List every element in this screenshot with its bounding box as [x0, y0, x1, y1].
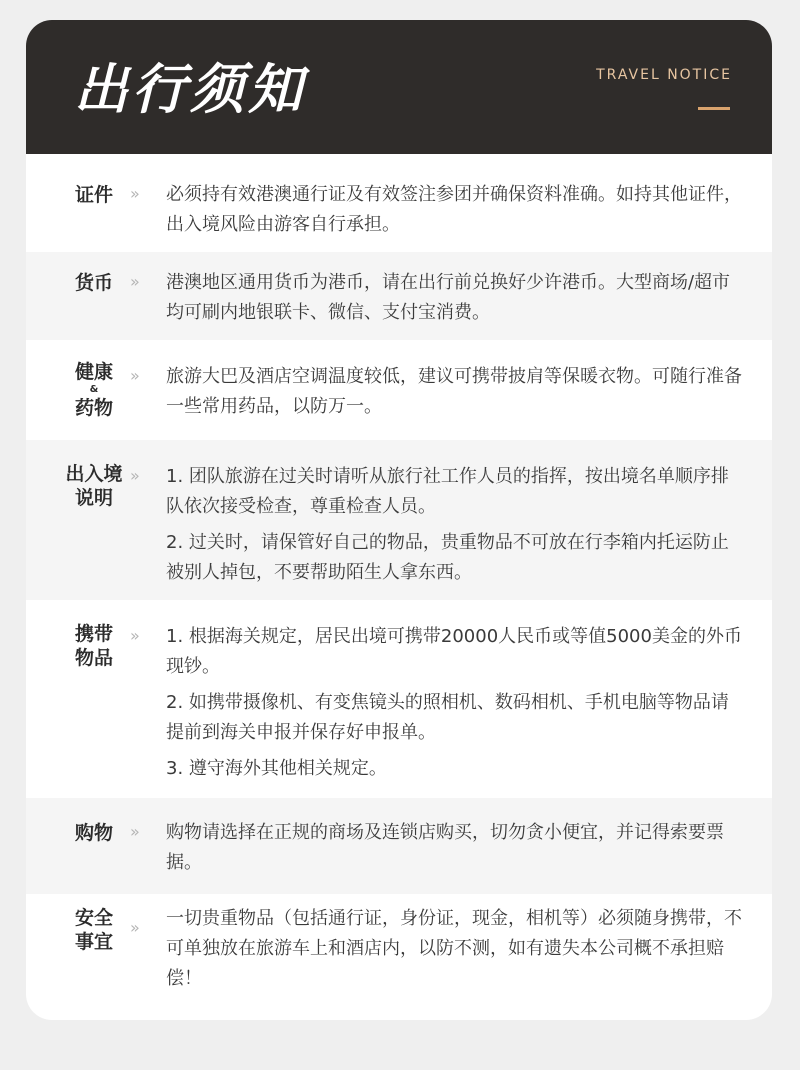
section-label: 证件 — [74, 184, 113, 206]
accent-divider — [698, 107, 730, 110]
section-currency — [26, 252, 772, 340]
section-border-crossing — [26, 440, 772, 600]
section-paragraph: 2. 如携带摄像机、有变焦镜头的照相机、数码相机、手机电脑等物品请提前到海关申报并保存好申报单。 — [166, 692, 729, 743]
section-label-bottom: 说明 — [74, 487, 113, 509]
section-label-top: 出入境 — [65, 463, 123, 485]
section-id-documents — [26, 154, 772, 252]
chevron-right-icon: » — [130, 184, 140, 203]
section-label: 货币 — [74, 272, 113, 294]
section-paragraph: 购物请选择在正规的商场及连锁店购买，切勿贪小便宜，并记得索要票据。 — [166, 822, 724, 873]
section-text — [166, 904, 746, 994]
header-banner — [26, 20, 772, 154]
section-safety — [26, 894, 772, 1020]
section-paragraph: 必须持有效港澳通行证及有效签注参团并确保资料准确。如持其他证件，出入境风险由游客自行承担。 — [166, 184, 742, 235]
chevron-right-icon: » — [130, 466, 140, 485]
section-paragraph: 1. 团队旅游在过关时请听从旅行社工作人员的指挥，按出境名单顺序排队依次接受检查，尊重检查人员。 — [166, 466, 729, 517]
section-text — [166, 180, 746, 240]
page-subtitle: TRAVEL NOTICE — [596, 67, 732, 83]
chevron-right-icon: » — [130, 626, 140, 645]
section-label — [64, 906, 124, 954]
section-label-top: 健康 — [74, 361, 113, 383]
section-paragraph: 2. 过关时，请保管好自己的物品，贵重物品不可放在行李箱内托运防止被别人掉包，不要帮助陌生人拿东西。 — [166, 532, 729, 583]
chevron-right-icon: » — [130, 272, 140, 291]
section-text — [166, 622, 746, 784]
section-shopping — [26, 798, 772, 894]
section-health-medicine — [26, 340, 772, 440]
section-label-top: 安全 — [74, 907, 113, 929]
section-carry-items — [26, 600, 772, 798]
section-paragraph: 1. 根据海关规定，居民出境可携带20000人民币或等值5000美金的外币现钞。 — [166, 626, 742, 677]
section-label-top: 携带 — [74, 623, 113, 645]
section-paragraph: 港澳地区通用货币为港币，请在出行前兑换好少许港币。大型商场/超市均可刷内地银联卡、微信、支付宝消费。 — [166, 272, 731, 323]
chevron-right-icon: » — [130, 366, 140, 385]
section-text — [166, 818, 746, 878]
section-text — [166, 362, 746, 422]
section-text — [166, 268, 746, 328]
section-label-ampersand: & — [89, 384, 99, 395]
section-paragraph: 旅游大巴及酒店空调温度较低，建议可携带披肩等保暖衣物。可随行准备一些常用药品，以防万一。 — [166, 366, 742, 417]
page-title: 出行须知 — [74, 58, 306, 121]
chevron-right-icon: » — [130, 822, 140, 841]
section-label — [64, 462, 124, 510]
section-text — [166, 462, 746, 588]
travel-notice-card — [26, 20, 772, 1020]
section-label-bottom: 物品 — [74, 647, 113, 669]
section-label: 购物 — [74, 822, 113, 844]
section-label — [64, 360, 124, 420]
section-label-bottom: 事宜 — [74, 931, 113, 953]
section-label — [64, 622, 124, 670]
chevron-right-icon: » — [130, 918, 140, 937]
section-paragraph: 3. 遵守海外其他相关规定。 — [166, 758, 387, 779]
section-paragraph: 一切贵重物品（包括通行证，身份证，现金，相机等）必须随身携带，不可单独放在旅游车上和酒店内，以防不测，如有遗失本公司概不承担赔偿！ — [166, 908, 742, 989]
section-label-bottom: 药物 — [74, 397, 113, 419]
